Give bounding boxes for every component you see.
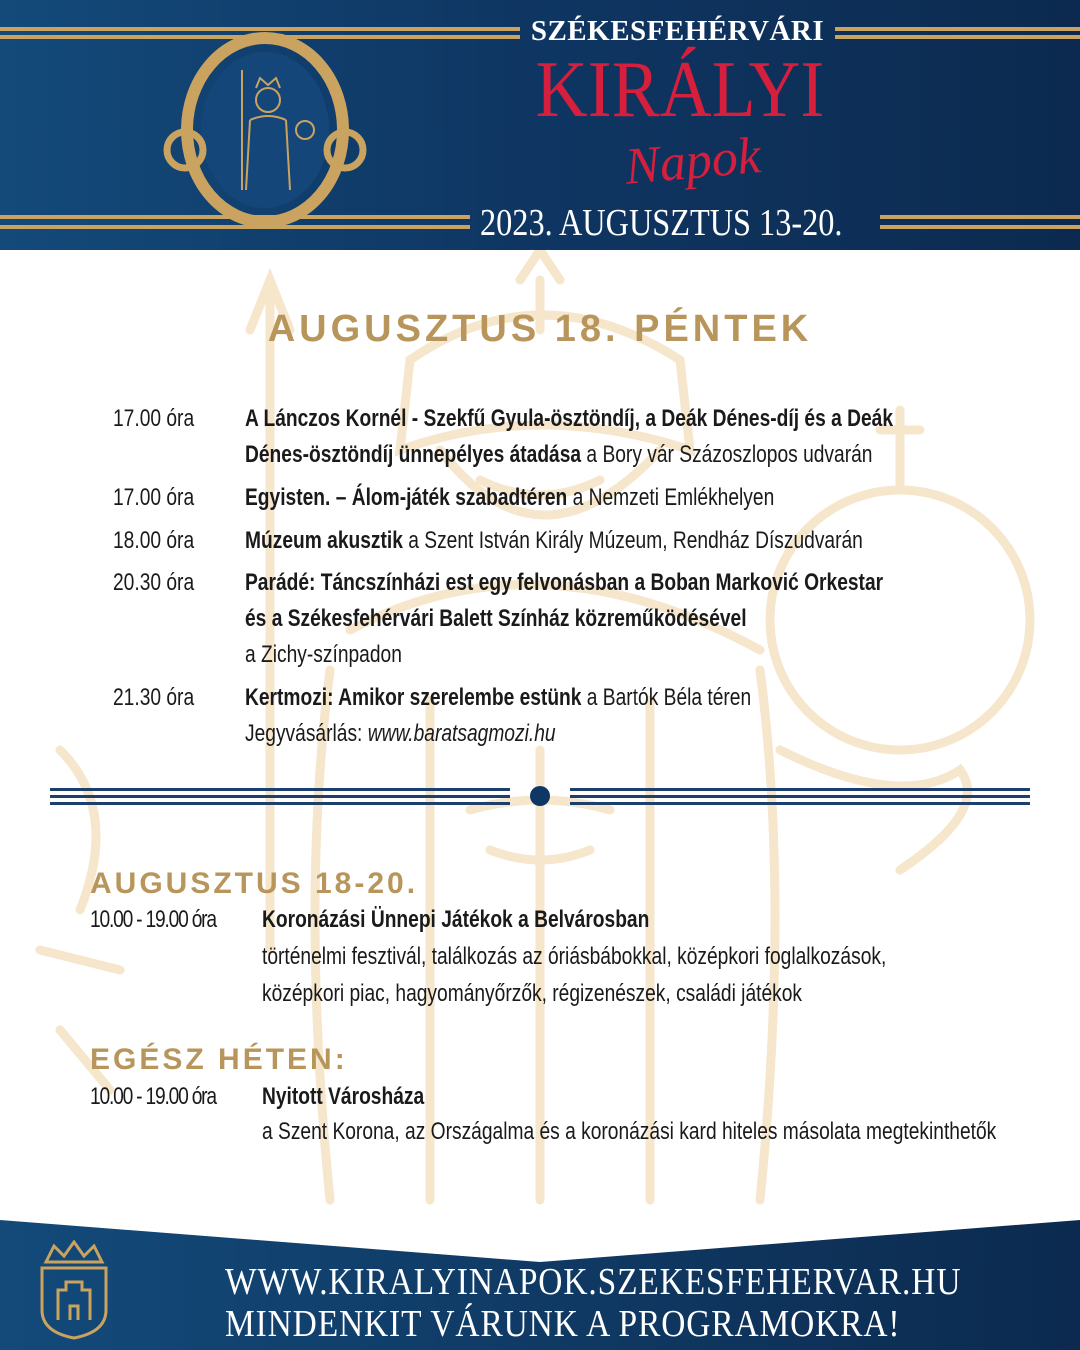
event-place: a Bartók Béla téren	[581, 684, 752, 711]
event-place: a Szent István Király Múzeum, Rendház Díszudvarán	[402, 527, 863, 554]
event-title: Múzeum akusztik a Szent István Király Múzeum, Rendház Díszudvarán	[245, 527, 863, 554]
day-title: AUGUSZTUS 18. PÉNTEK	[267, 308, 813, 350]
event-title: és a Székesfehérvári Balett Színház közreműködésével	[245, 605, 747, 632]
all-week-title: EGÉSZ HÉTEN:	[90, 1043, 348, 1076]
all-week-desc: a Szent Korona, az Országalma és a koronázási kard hiteles másolata megtekinthetők	[262, 1118, 997, 1145]
event-title: A Lánczos Kornél - Szekfű Gyula-ösztöndíj, a Deák Dénes-díj és a Deák	[245, 405, 893, 432]
ticket-link[interactable]: www.baratsagmozi.hu	[367, 720, 556, 747]
event-time: 17.00 óra	[113, 405, 195, 432]
header-dates: 2023. AUGUSZTUS 13-20.	[480, 202, 843, 244]
city-coat-of-arms-icon	[28, 1240, 120, 1340]
header-title: KIRÁLYI	[535, 46, 825, 134]
event-title: Egyisten. – Álom-játék szabadtéren a Nemzeti Emlékhelyen	[245, 484, 775, 511]
section-divider	[50, 784, 1030, 810]
event-time: 17.00 óra	[113, 484, 195, 511]
footer-website-link[interactable]: WWW.KIRALYINAPOK.SZEKESFEHERVAR.HU	[225, 1261, 962, 1303]
multi-day-title: AUGUSZTUS 18-20.	[90, 867, 419, 900]
header-subtitle: SZÉKESFEHÉRVÁRI	[530, 15, 825, 47]
header-title-script: Napok	[622, 127, 763, 196]
event-title: Kertmozi: Amikor szerelembe estünk a Bartók Béla téren	[245, 684, 752, 711]
all-week-time: 10.00 - 19.00 óra	[90, 1083, 216, 1110]
event-title: Dénes-ösztöndíj ünnepélyes átadása a Bory vár Százoszlopos udvarán	[245, 441, 873, 468]
event-time: 20.30 óra	[113, 569, 195, 596]
king-medallion-logo	[150, 30, 370, 230]
event-place: a Zichy-színpadon	[245, 641, 402, 668]
event-time: 21.30 óra	[113, 684, 195, 711]
multi-day-event: Koronázási Ünnepi Játékok a Belvárosban	[262, 906, 650, 933]
event-place: a Nemzeti Emlékhelyen	[567, 484, 775, 511]
event-place: a Bory vár Százoszlopos udvarán	[581, 441, 873, 468]
event-title: Parádé: Táncszínházi est egy felvonásban a Boban Marković Orkestar	[245, 569, 884, 596]
footer-tagline: MINDENKIT VÁRUNK A PROGRAMOKRA!	[225, 1303, 901, 1345]
all-week-event: Nyitott Városháza	[262, 1083, 425, 1110]
ticket-info: Jegyvásárlás: www.baratsagmozi.hu	[245, 720, 556, 747]
multi-day-desc: középkori piac, hagyományőrzők, régizenészek, családi játékok	[262, 980, 803, 1007]
event-time: 18.00 óra	[113, 527, 195, 554]
header-banner	[0, 0, 1080, 250]
multi-day-time: 10.00 - 19.00 óra	[90, 906, 216, 933]
multi-day-desc: történelmi fesztivál, találkozás az óriásbábokkal, középkori foglalkozások,	[262, 943, 887, 970]
